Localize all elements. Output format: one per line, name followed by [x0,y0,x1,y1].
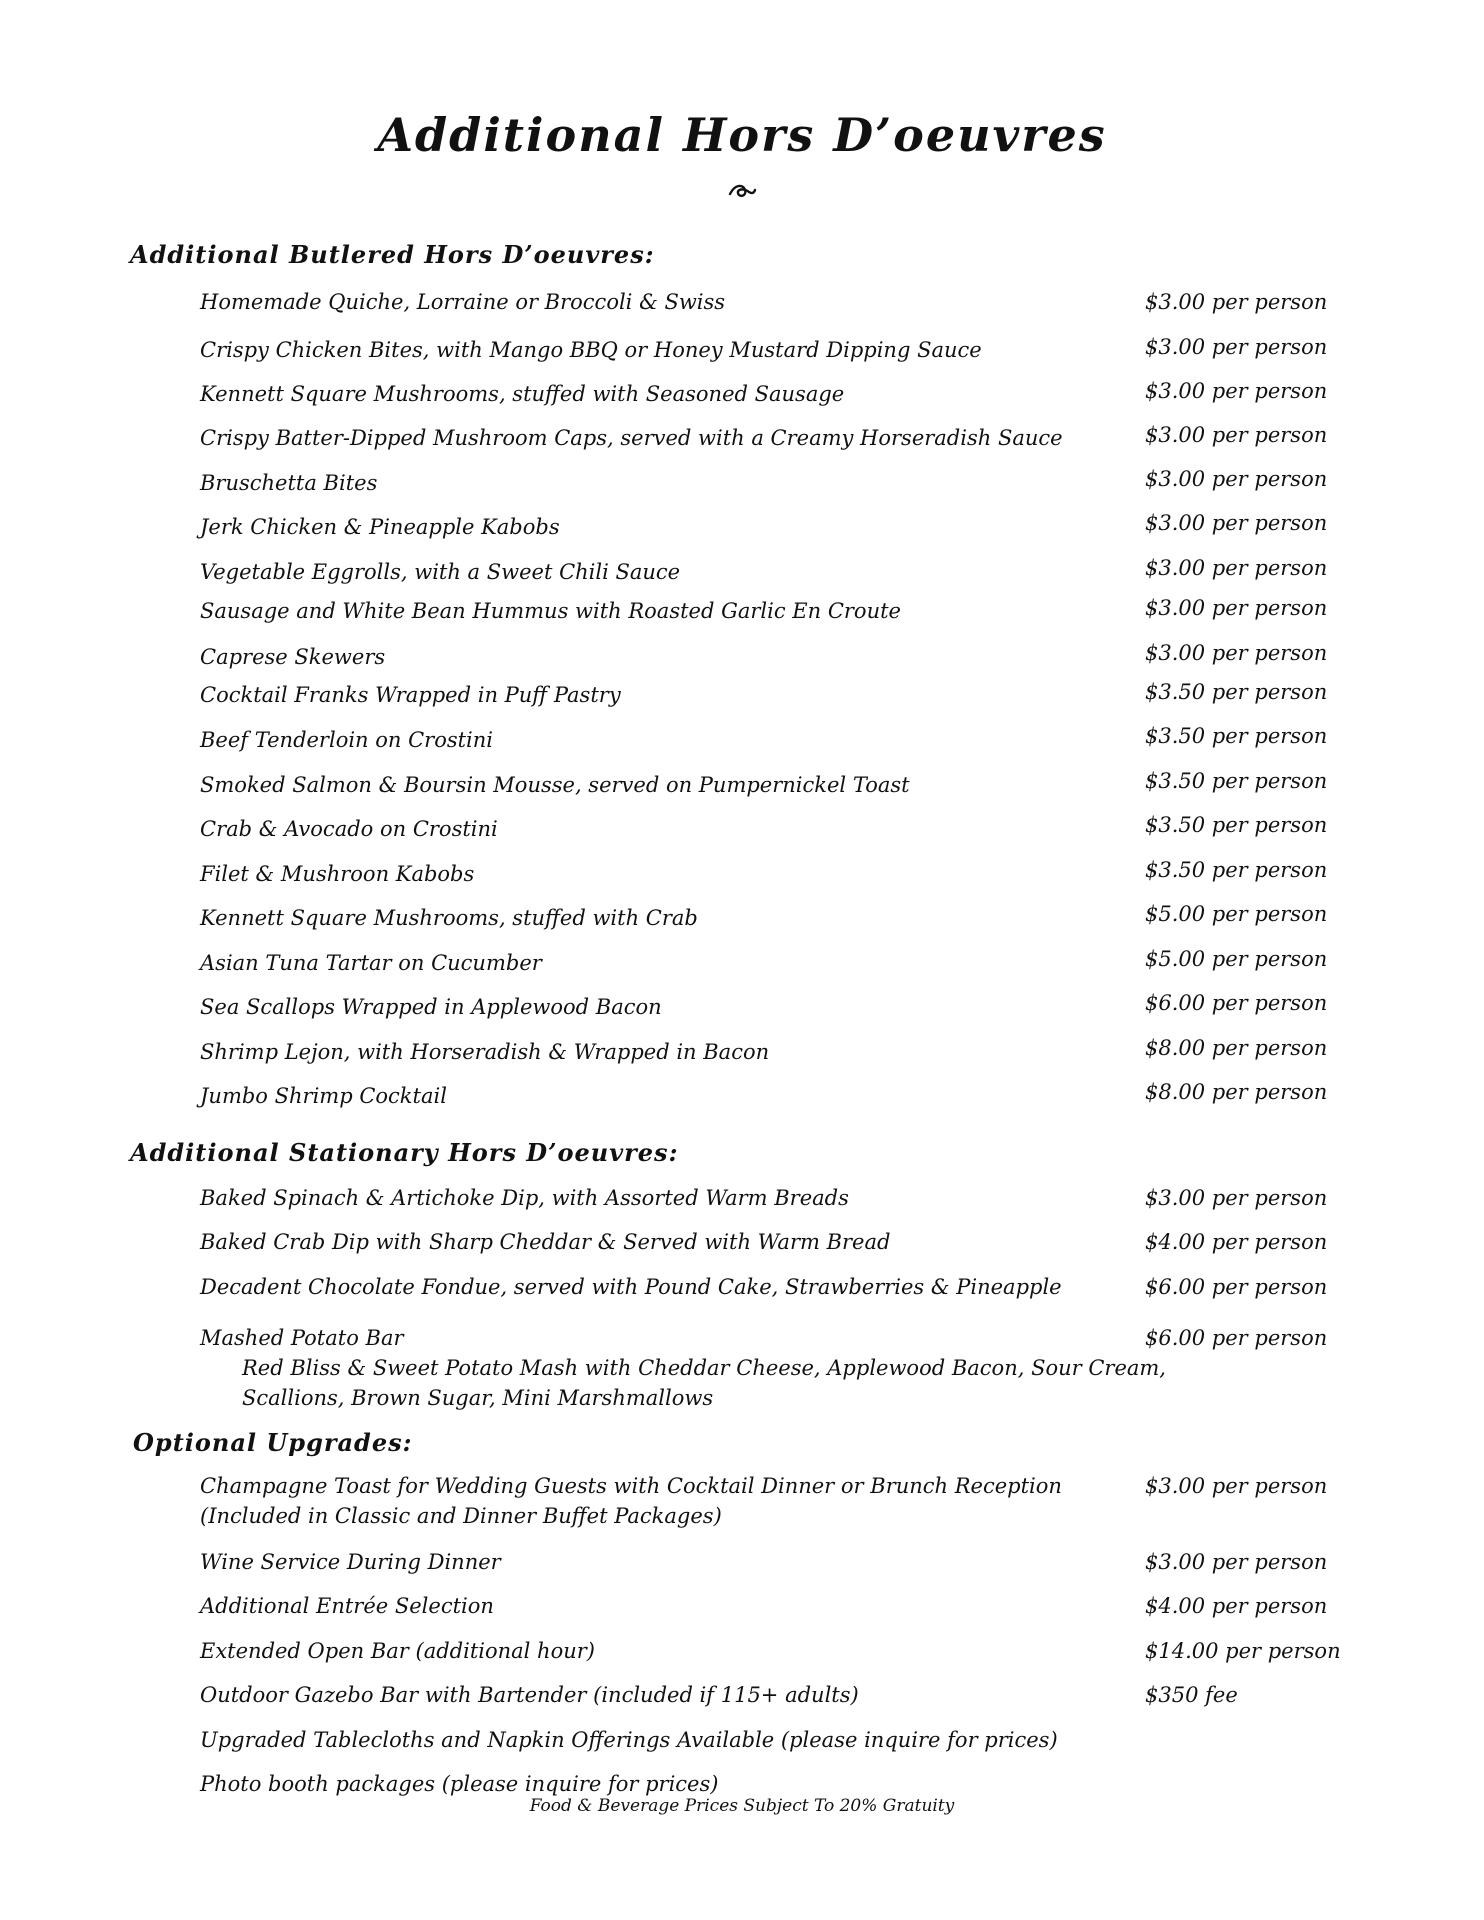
item-price: $3.00 per person [1145,641,1328,665]
menu-item: Crispy Chicken Bites, with Mango BBQ or Honey Mustard Dipping Sauce [200,338,982,362]
menu-item: Kennett Square Mushrooms, stuffed with Seasoned Sausage [200,382,845,406]
menu-item-label: Mashed Potato Bar [200,1326,404,1350]
menu-item: Additional Entrée Selection [200,1594,494,1618]
menu-item: Filet & Mushroon Kabobs [200,862,475,886]
menu-item: Kennett Square Mushrooms, stuffed with Crab [200,906,698,930]
menu-item: Shrimp Lejon, with Horseradish & Wrapped in Bacon [200,1040,770,1064]
item-price: $350 fee [1145,1683,1238,1707]
item-price: $3.00 per person [1145,511,1328,535]
item-price: $6.00 per person [1145,1326,1328,1350]
menu-item: Outdoor Gazebo Bar with Bartender (included if 115+ adults) [200,1683,859,1707]
menu-item: Decadent Chocolate Fondue, served with Pound Cake, Strawberries & Pineapple [200,1275,1062,1299]
item-price: $3.50 per person [1145,724,1328,748]
item-price: $3.00 per person [1145,467,1328,491]
page-title: Additional Hors D’oeuvres [377,108,1107,162]
item-price: $5.00 per person [1145,902,1328,926]
menu-item: Crispy Batter-Dipped Mushroom Caps, served with a Creamy Horseradish Sauce [200,426,1063,450]
item-price: $3.00 per person [1145,1474,1328,1498]
menu-item: Smoked Salmon & Boursin Mousse, served on Pumpernickel Toast [200,773,910,797]
menu-item: Sea Scallops Wrapped in Applewood Bacon [200,995,662,1019]
item-price: $14.00 per person [1145,1639,1341,1663]
menu-item: Beef Tenderloin on Crostini [200,728,494,752]
item-price: $3.50 per person [1145,813,1328,837]
item-price: $8.00 per person [1145,1036,1328,1060]
menu-item: Crab & Avocado on Crostini [200,817,498,841]
menu-item: Wine Service During Dinner [200,1550,501,1574]
item-price: $3.00 per person [1145,556,1328,580]
menu-item: Baked Spinach & Artichoke Dip, with Assorted Warm Breads [200,1186,849,1210]
item-price: $6.00 per person [1145,1275,1328,1299]
item-price: $6.00 per person [1145,991,1328,1015]
item-price: $3.50 per person [1145,680,1328,704]
section-heading-butlered: Additional Butlered Hors D’oeuvres: [130,240,655,269]
item-price: $3.00 per person [1145,423,1328,447]
item-price: $3.00 per person [1145,290,1328,314]
menu-item: Bruschetta Bites [200,471,378,495]
item-price: $3.00 per person [1145,1550,1328,1574]
item-price: $3.50 per person [1145,858,1328,882]
menu-item-mashed-potato-bar [200,1323,1166,1413]
menu-item-detail: (Included in Classic and Dinner Buffet Packages) [200,1504,722,1528]
menu-item: Extended Open Bar (additional hour) [200,1639,595,1663]
menu-item: Photo booth packages (please inquire for prices) [200,1772,719,1796]
item-price: $3.00 per person [1145,335,1328,359]
menu-item: Cocktail Franks Wrapped in Puff Pastry [200,683,621,707]
menu-item-label: Champagne Toast for Wedding Guests with Cocktail Dinner or Brunch Reception [200,1474,1062,1498]
item-price: $4.00 per person [1145,1594,1328,1618]
menu-item: Vegetable Eggrolls, with a Sweet Chili Sauce [200,560,681,584]
menu-item-detail: Scallions, Brown Sugar, Mini Marshmallows [242,1386,714,1410]
item-price: $3.00 per person [1145,596,1328,620]
menu-item: Baked Crab Dip with Sharp Cheddar & Served with Warm Bread [200,1230,891,1254]
menu-item: Asian Tuna Tartar on Cucumber [200,951,542,975]
section-heading-upgrades: Optional Upgrades: [133,1428,413,1457]
item-price: $8.00 per person [1145,1080,1328,1104]
item-price: $5.00 per person [1145,947,1328,971]
item-price: $3.50 per person [1145,769,1328,793]
item-price: $4.00 per person [1145,1230,1328,1254]
item-price: $3.00 per person [1145,379,1328,403]
section-heading-stationary: Additional Stationary Hors D’oeuvres: [130,1138,679,1167]
menu-item: Homemade Quiche, Lorraine or Broccoli & Swiss [200,290,726,314]
menu-item: Jerk Chicken & Pineapple Kabobs [200,515,560,539]
flourish-ornament-icon [727,180,757,202]
menu-item: Upgraded Tablecloths and Napkin Offerings Available (please inquire for prices) [200,1728,1058,1752]
gratuity-footnote: Food & Beverage Prices Subject To 20% Gratuity [529,1796,955,1816]
menu-item: Sausage and White Bean Hummus with Roasted Garlic En Croute [200,599,901,623]
menu-item: Caprese Skewers [200,645,386,669]
menu-item: Jumbo Shrimp Cocktail [200,1084,447,1108]
menu-item-champagne-toast [200,1471,1062,1531]
item-price: $3.00 per person [1145,1186,1328,1210]
menu-item-detail: Red Bliss & Sweet Potato Mash with Cheddar Cheese, Applewood Bacon, Sour Cream, [242,1356,1166,1380]
